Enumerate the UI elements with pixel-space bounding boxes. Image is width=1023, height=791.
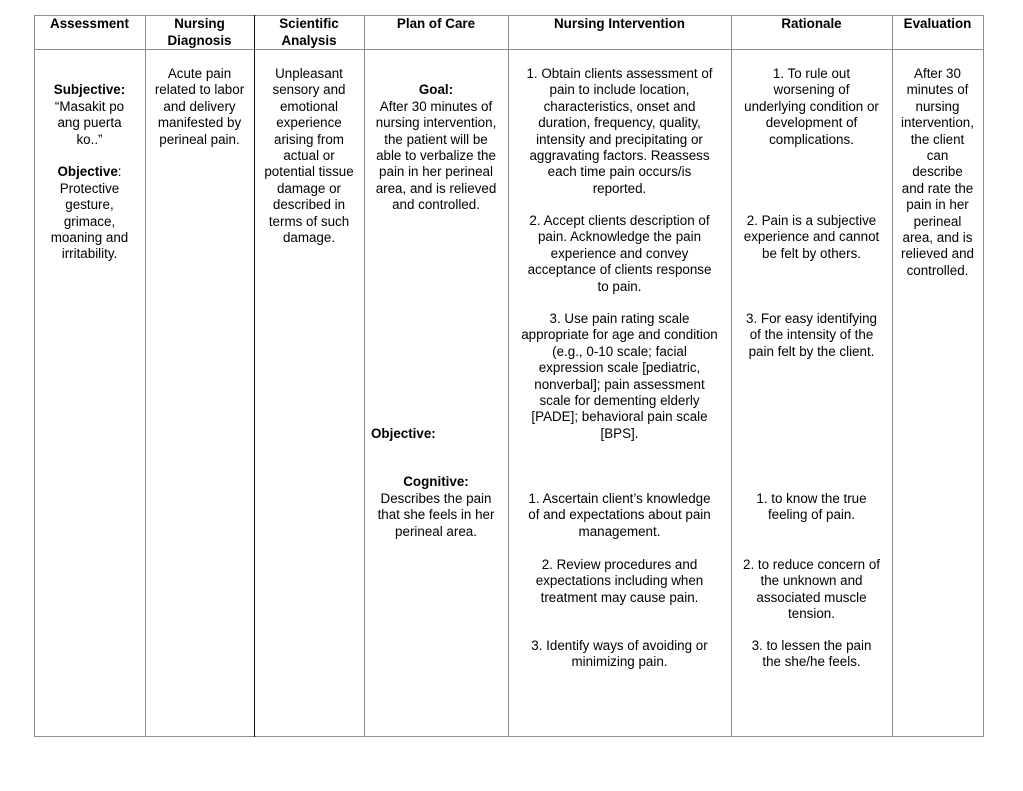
plan-objective-label: Objective: bbox=[371, 426, 436, 441]
intervention-item: 2. Review procedures and expectations including when treatment may cause pain. bbox=[535, 557, 704, 605]
rationale-item: 2. Pain is a subjective experience and cannot be felt by others. bbox=[743, 213, 880, 261]
objective-label: Objective bbox=[57, 164, 118, 180]
plan-goal bbox=[364, 66, 508, 214]
goal-label: Goal: bbox=[418, 82, 454, 98]
objective-text: Protective gesture, grimace, moaning and irritability. bbox=[50, 180, 129, 262]
plan-cognitive bbox=[364, 458, 508, 540]
column-border bbox=[983, 15, 984, 737]
intervention-item: 2. Accept clients description of pain. Acknowledge the pain experience and convey acceptance of clients response to pain. bbox=[527, 213, 712, 294]
cognitive-label: Cognitive: bbox=[403, 474, 469, 490]
header-scientific-analysis: Scientific Analysis bbox=[279, 16, 339, 48]
nursing-diagnosis-text: Acute pain related to labor and delivery manifested by perineal pain. bbox=[154, 66, 245, 147]
header-divider bbox=[34, 49, 984, 50]
rationale-item: 1. To rule out worsening of underlying condition or development of complications. bbox=[744, 66, 879, 147]
table-bottom-border bbox=[34, 736, 984, 737]
rationale-item: 3. For easy identifying of the intensity of the pain felt by the client. bbox=[746, 311, 877, 359]
subjective-text: “Masakit po ang puerta ko..” bbox=[54, 98, 125, 147]
header-evaluation: Evaluation bbox=[903, 16, 972, 31]
intervention-item: 1. Ascertain client’s knowledge of and expectations about pain management. bbox=[528, 491, 711, 539]
rationale-item: 3. to lessen the pain the she/he feels. bbox=[751, 638, 872, 670]
header-nursing-diagnosis: Nursing Diagnosis bbox=[167, 16, 232, 48]
goal-text: After 30 minutes of nursing intervention, the patient will be able to verbalize the pain in her perineal area, and is relieved and controlled. bbox=[375, 98, 497, 213]
header-assessment: Assessment bbox=[50, 16, 129, 31]
header-nursing-intervention: Nursing Intervention bbox=[554, 16, 685, 31]
header-rationale: Rationale bbox=[781, 16, 842, 31]
header-plan-of-care: Plan of Care bbox=[396, 16, 476, 31]
nursing-care-plan-table bbox=[34, 15, 984, 737]
rationale-item: 1. to know the true feeling of pain. bbox=[756, 491, 867, 523]
intervention-item: 3. Identify ways of avoiding or minimizing pain. bbox=[531, 638, 708, 670]
assessment-objective bbox=[34, 148, 145, 263]
scientific-analysis-text: Unpleasant sensory and emotional experience arising from actual or potential tissue damage or described in terms of such damage. bbox=[264, 66, 354, 246]
objective-colon: : bbox=[117, 164, 122, 180]
intervention-item: 3. Use pain rating scale appropriate for age and condition (e.g., 0-10 scale; facial expression scale [pediatric, nonverbal]; pain assessment scale for dementing elderly [PADE]; behavioral pain scale [BPS]. bbox=[521, 311, 718, 441]
assessment-subjective bbox=[34, 66, 145, 148]
cognitive-text: Describes the pain that she feels in her perineal area. bbox=[377, 490, 495, 539]
subjective-label: Subjective: bbox=[53, 82, 126, 98]
evaluation-text: After 30 minutes of nursing intervention, the client can describe and rate the pain in her perineal area, and is relieved and controlled. bbox=[901, 66, 974, 278]
intervention-item: 1. Obtain clients assessment of pain to include location, characteristics, onset and duration, frequency, quality, intensity and precipitating or aggravating factors. Reassess each time pain occurs/is reported. bbox=[526, 66, 713, 196]
rationale-item: 2. to reduce concern of the unknown and associated muscle tension. bbox=[743, 557, 880, 622]
